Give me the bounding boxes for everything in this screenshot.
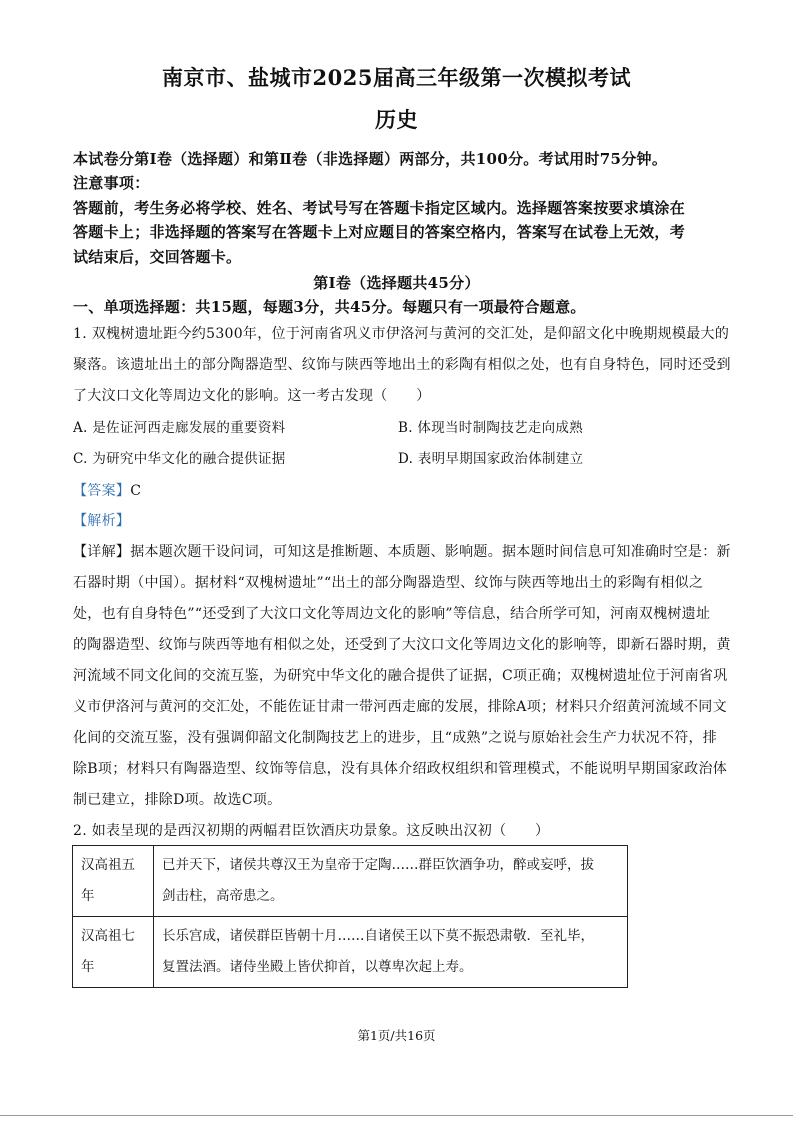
table-row — [73, 917, 628, 988]
row-label-line: 汉高祖七 — [81, 928, 135, 944]
q1-option-c: C. 为研究中华文化的融合提供证据 — [73, 451, 286, 467]
bottom-divider — [0, 1115, 793, 1116]
detail-line: 的陶器造型、纹饰与陕西等地有相似之处，还受到了大汶口文化等周边文化的影响等，即新石器时期，黄 — [73, 637, 731, 653]
row-label-line: 年 — [81, 959, 95, 975]
detail-line: 义市伊洛河与黄河的交汇处，不能佐证甘肃一带河西走廊的发展，排除A项；材料只介绍黄河流域不同文 — [73, 699, 727, 715]
q1-stem-line-1: 1. 双槐树遗址距今约5300年，位于河南省巩义市伊洛河与黄河的交汇处，是仰韶文化中晚期规模最大的 — [73, 326, 730, 342]
row-text — [154, 846, 628, 917]
q1-option-a: A. 是佐证河西走廊发展的重要资料 — [73, 420, 286, 436]
row-label — [73, 846, 154, 917]
notes-title: 注意事项： — [73, 174, 150, 192]
page-number: 第1页/共16页 — [357, 1028, 436, 1043]
detail-line: 制已建立，排除D项。故选C项。 — [73, 792, 282, 808]
row-text-line: 长乐宫成，诸侯群臣皆朝十月……自诸侯王以下莫不振恐肃敬．至礼毕， — [162, 928, 594, 944]
row-label-line: 年 — [81, 888, 95, 904]
q1-answer — [73, 480, 723, 500]
detail-line: 石器时期（中国）。据材料“双槐树遗址”“出土的部分陶器造型、纹饰与陕西等地出土的彩陶有相似之 — [73, 575, 704, 591]
row-text-line: 已并天下，诸侯共尊汉王为皇帝于定陶……群臣饮酒争功，醉或妄呼，拔 — [162, 857, 594, 873]
answer-label: 【答案】 — [73, 483, 131, 499]
q2-stem: 2. 如表呈现的是西汉初期的两幅君臣饮酒庆功景象。这反映出汉初（ ） — [73, 823, 550, 839]
detail-line: 河流域不同文化间的交流互鉴，为研究中华文化的融合提供了证据，C项正确；双槐树遗址位于河南省巩 — [73, 668, 728, 684]
q2-table — [72, 845, 628, 988]
row-text — [154, 917, 628, 988]
q1-stem-line-3: 了大汶口文化等周边文化的影响。这一考古发现（ ） — [73, 388, 431, 404]
row-label — [73, 917, 154, 988]
q1-option-b: B. 体现当时制陶技艺走向成熟 — [398, 420, 584, 436]
section-title: 第Ⅰ卷（选择题共45分） — [313, 274, 480, 292]
row-text-line: 复置法酒。诸侍坐殿上皆伏抑首，以尊卑次起上寿。 — [162, 959, 473, 975]
exam-title: 南京市、盐城市2025届高三年级第一次模拟考试 — [162, 65, 631, 90]
intro-line-4: 试结束后，交回答题卡。 — [73, 248, 242, 266]
q1-option-d: D. 表明早期国家政治体制建立 — [398, 451, 584, 467]
detail-line: 处，也有自身特色”“还受到了大汶口文化等周边文化的影响”等信息，结合所学可知，河南双槐树遗址 — [73, 606, 711, 622]
detail-line: 【详解】据本题次题干设问词，可知这是推断题、本质题、影响题。据本题时间信息可知准确时空是：新 — [73, 544, 731, 560]
subject-title: 历史 — [375, 107, 418, 132]
detail-line: 除B项；材料只有陶器造型、纹饰等信息，没有具体介绍政权组织和管理模式，不能说明早期国家政治体 — [73, 761, 728, 777]
row-label-line: 汉高祖五 — [81, 857, 135, 873]
intro-line-1: 本试卷分第Ⅰ卷（选择题）和第Ⅱ卷（非选择题）两部分，共100分。考试用时75分钟。 — [73, 150, 668, 168]
analysis-label: 【解析】 — [73, 513, 131, 529]
intro-line-2: 答题前，考生务必将学校、姓名、考试号写在答题卡指定区域内。选择题答案按要求填涂在 — [73, 199, 686, 217]
answer-value: C — [130, 483, 142, 499]
q1-stem-line-2: 聚落。该遗址出土的部分陶器造型、纹饰与陕西等地出土的彩陶有相似之处，也有自身特色，同时还受到 — [73, 357, 731, 373]
section-heading: 一、单项选择题：共15题，每题3分，共45分。每题只有一项最符合题意。 — [73, 298, 586, 316]
detail-line: 化间的交流互鉴，没有强调仰韶文化制陶技艺上的进步，且“成熟”之说与原始社会生产力状况不符，排 — [73, 730, 718, 746]
intro-line-3: 答题卡上；非选择题的答案写在答题卡上对应题目的答案空格内，答案写在试卷上无效，考 — [73, 223, 686, 241]
table-row — [73, 846, 628, 917]
row-text-line: 剑击柱，高帝患之。 — [162, 888, 284, 904]
